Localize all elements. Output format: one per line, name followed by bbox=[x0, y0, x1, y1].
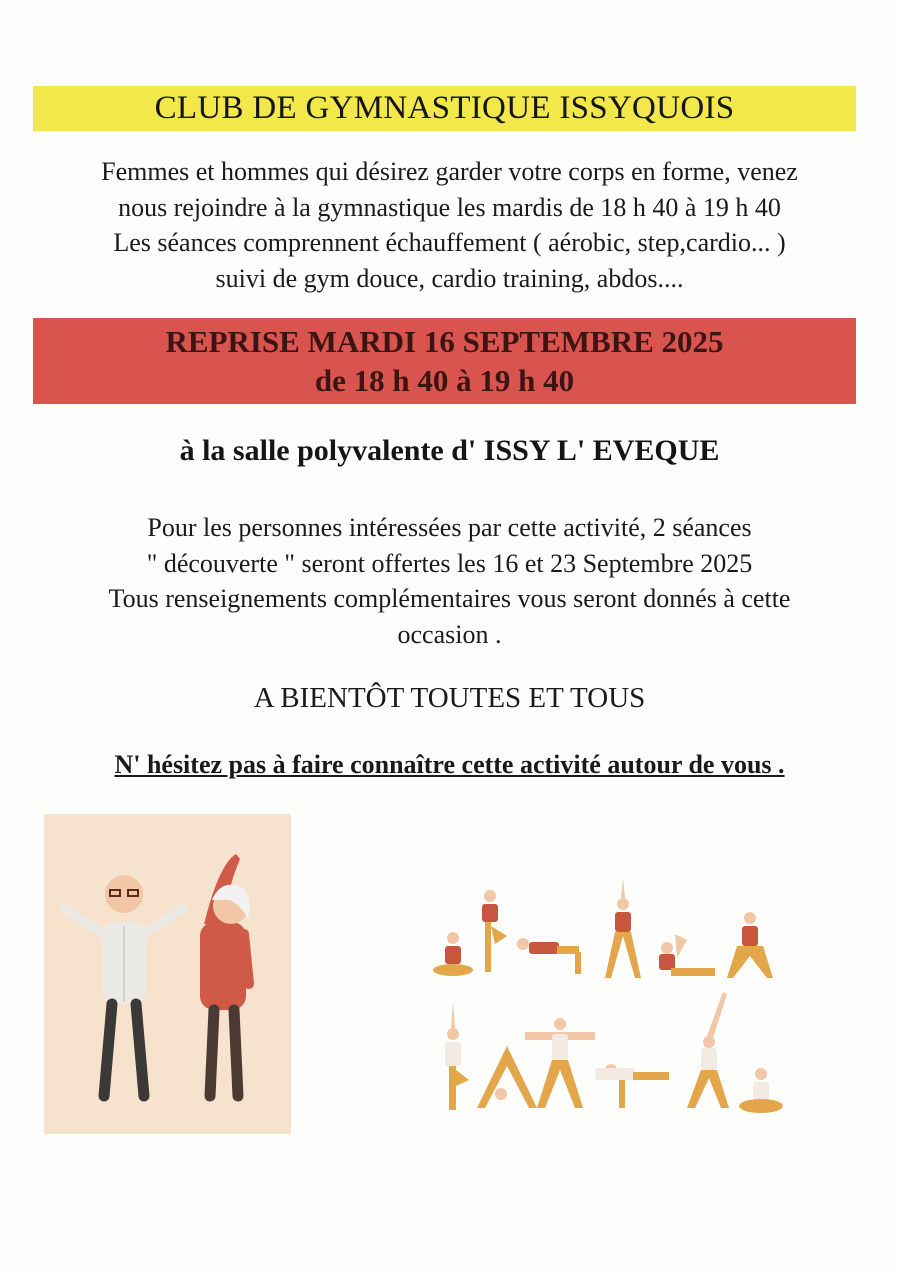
pose-stretch-figure bbox=[659, 934, 715, 976]
discover-paragraph bbox=[20, 510, 879, 652]
pose-bird-dog-figure bbox=[595, 1064, 669, 1108]
pose-table-figure bbox=[517, 938, 581, 974]
pose-triangle-figure bbox=[687, 992, 729, 1108]
reprise-time: de 18 h 40 à 19 h 40 bbox=[314, 363, 575, 398]
pose-tree-figure bbox=[482, 890, 507, 972]
pose-prayer-figure bbox=[445, 1002, 469, 1110]
header-banner bbox=[33, 86, 856, 131]
yoga-poses-illustration bbox=[425, 874, 785, 1119]
pose-seated-figure bbox=[433, 932, 473, 976]
club-title: CLUB DE GYMNASTIQUE ISSYQUOIS bbox=[154, 90, 735, 126]
pose-squat-figure bbox=[727, 912, 773, 978]
pose-t-figure bbox=[525, 1018, 595, 1108]
reprise-date: REPRISE MARDI 16 SEPTEMBRE 2025 bbox=[165, 324, 724, 359]
discover-line: " découverte " seront offertes les 16 et 23 Septembre 2025 bbox=[146, 548, 753, 578]
pose-lotus-figure bbox=[739, 1068, 783, 1113]
call-to-action: N' hésitez pas à faire connaître cette activité autour de vous . bbox=[114, 750, 785, 779]
intro-line: nous rejoindre à la gymnastique les mardis de 18 h 40 à 19 h 40 bbox=[118, 192, 781, 222]
intro-line: suivi de gym douce, cardio training, abdos.... bbox=[215, 263, 684, 293]
intro-line: Les séances comprennent échauffement ( aérobic, step,cardio... ) bbox=[113, 228, 786, 257]
pose-downdog-figure bbox=[477, 1046, 537, 1108]
reprise-banner bbox=[33, 318, 856, 404]
intro-line: Femmes et hommes qui désirez garder votre corps en forme, venez bbox=[101, 157, 798, 186]
seniors-stretching-illustration bbox=[44, 814, 291, 1134]
discover-line: Pour les personnes intéressées par cette activité, 2 séances bbox=[147, 513, 752, 542]
closing-text: A BIENTÔT TOUTES ET TOUS bbox=[253, 682, 646, 714]
pose-arms-up-figure bbox=[605, 878, 641, 978]
discover-line: occasion . bbox=[397, 619, 502, 649]
venue-text: à la salle polyvalente d' ISSY L' EVEQUE bbox=[179, 434, 720, 467]
intro-paragraph bbox=[20, 154, 879, 296]
discover-line: Tous renseignements complémentaires vous seront donnés à cette bbox=[108, 584, 791, 613]
